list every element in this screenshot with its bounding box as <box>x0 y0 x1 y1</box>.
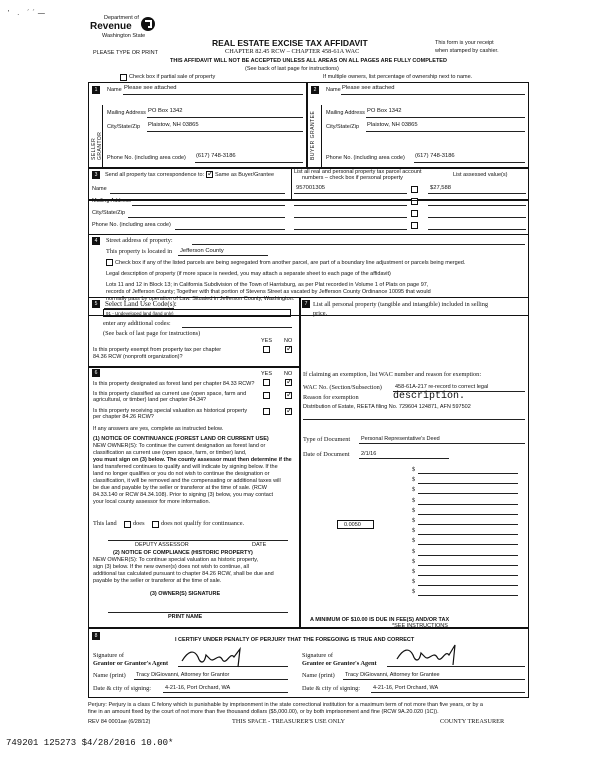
dollar-sign-icon: $ <box>412 476 416 484</box>
land-use-value: 91 - Undeveloped land (land only) <box>106 311 174 316</box>
grantor-agent-label: Grantor or Grantor's Agent <box>93 660 169 667</box>
send-correspondence-label: Send all property tax correspondence to: <box>105 172 205 178</box>
doc-date-label: Date of Document <box>303 451 350 458</box>
please-type: PLEASE TYPE OR PRINT <box>93 50 159 56</box>
dollar-sign-icon: $ <box>412 496 416 504</box>
buyer-city[interactable]: Plaistow, NH 03865 <box>367 122 418 128</box>
historic-p3: additional tax calculated pursuant to chapter 84.26 RCW, shall be due and <box>93 571 274 577</box>
minimum-due-note: A MINIMUM OF $10.00 IS DUE IN FEE(S) AND/OR TAX <box>310 617 450 623</box>
personal-prop-label-1: List all personal property (tangible and intangible) included in selling <box>313 301 489 308</box>
same-as-buyer-checkbox[interactable] <box>206 171 213 178</box>
grantee-signature[interactable] <box>395 643 475 667</box>
continuance-p9: your local county assessor for more information. <box>93 499 211 505</box>
does-label: does <box>133 520 145 527</box>
doc-type-label: Type of Document <box>303 436 351 443</box>
grantee-name-label: Name (print) <box>302 672 335 679</box>
located-label: This property is located in <box>106 248 173 255</box>
doc-type-value[interactable]: Personal Representative's Deed <box>361 436 440 442</box>
section5-no: NO <box>284 338 293 344</box>
land-use-label: Select Land Use Code(s): <box>105 300 177 308</box>
grantee-agent-label: Grantee or Grantee's Agent <box>302 660 377 667</box>
phone-label-3: Phone No. (including area code) <box>92 222 171 228</box>
section-8-number: 8 <box>92 632 100 640</box>
does-not-checkbox[interactable] <box>152 521 159 528</box>
certify-statement: I CERTIFY UNDER PENALTY OF PERJURY THAT THE FOREGOING IS TRUE AND CORRECT <box>175 637 415 643</box>
partial-sale-checkbox[interactable] <box>120 74 127 81</box>
historic-yes-checkbox[interactable] <box>263 408 270 415</box>
seller-side-label: SELLER GRANTOR <box>91 131 103 160</box>
city-label-3: City/State/Zip <box>92 210 126 216</box>
local-rate-value: 0.0050 <box>344 522 361 528</box>
continuance-p1: NEW OWNER(S): To continue the current designation as forest land or <box>93 443 266 449</box>
exempt-question-2: 84.36 RCW (nonprofit organization)? <box>93 354 183 360</box>
revenue-logo <box>90 15 160 45</box>
grantor-sig-label: Signature of <box>93 652 124 659</box>
grantee-date-city[interactable]: 4-21-16, Port Orchard, WA <box>373 685 439 691</box>
section-1-number: 1 <box>92 86 100 94</box>
grantor-date-city[interactable]: 4-21-16, Port Orchard, WA <box>165 685 231 691</box>
does-checkbox[interactable] <box>124 521 131 528</box>
personal-prop-label-2: price. <box>313 310 328 317</box>
historic-question-1: Is this property receiving special valuation as historical property <box>93 408 248 414</box>
historic-p2: sign (3) below. If the new owner(s) does not wish to continue, all <box>93 564 249 570</box>
section6-no: NO <box>284 371 293 377</box>
personal-prop-checkbox-3[interactable] <box>411 210 418 217</box>
historic-p4: payable by the seller or transferor at the time of sale. <box>93 578 222 584</box>
local-rate-field[interactable] <box>337 520 374 529</box>
legal-text-2: records of Jefferson County; Together with that portion of Stevens Street as vacated by Jefferson County Ordinance 10095 that would <box>106 289 431 295</box>
receipt-note-2: when stamped by cashier. <box>435 48 499 54</box>
grantor-name-print[interactable]: Tracy DiGiovanni, Attorney for Grantor <box>136 672 230 678</box>
print-name-label: PRINT NAME <box>168 614 203 620</box>
grantor-name-label: Name (print) <box>93 672 126 679</box>
wac-value[interactable]: 458-61A-217 re-record to correct legal <box>395 384 489 390</box>
seller-city[interactable]: Plaistow, NH 03865 <box>148 122 199 128</box>
land-use-select[interactable] <box>103 309 291 317</box>
continuance-p8: 84.33.140 or RCW 84.34.108). Prior to signing (3) below, you may contact <box>93 492 274 498</box>
historic-p1: NEW OWNER(S): To continue special valuation as historic property, <box>93 557 259 563</box>
section5-yes: YES <box>261 338 273 344</box>
seller-name[interactable]: Please see attached <box>124 85 177 91</box>
personal-prop-checkbox-4[interactable] <box>411 222 418 229</box>
wa-logo-icon <box>140 16 156 32</box>
dollar-sign-icon: $ <box>412 506 416 514</box>
legal-text-1: Lots 11 and 12 in Block 13; in California Subdivision of the Town of Harrisburg, as per Plat recorded in Volume 1 of Plats on page 97, <box>106 282 429 288</box>
dollar-sign-icon: $ <box>412 547 416 555</box>
reason-label: Reason for exemption <box>303 394 359 401</box>
legal-text-3: normally pass by operation of Law. Situated in Jefferson County, Washington. <box>106 296 295 302</box>
logo-state: Washington State <box>102 33 146 39</box>
owner-signature-label: (3) OWNER(S) SIGNATURE <box>150 591 221 597</box>
continuance-p6: classification, it will be removed and the compensating or additional taxes will <box>93 478 281 484</box>
assessed-header: List assessed value(s) <box>453 172 508 178</box>
grantee-sig-label: Signature of <box>302 652 333 659</box>
deputy-assessor-label: DEPUTY ASSESSOR <box>135 542 189 548</box>
same-as-buyer-label: Same as Buyer/Grantee <box>215 172 275 178</box>
exempt-no-checkbox[interactable] <box>285 346 292 353</box>
legal-description-label: Legal description of property (if more space is needed, you may attach a separate sheet to each page of the affidavit) <box>106 271 391 277</box>
seller-mail[interactable]: PO Box 1342 <box>148 108 183 114</box>
receipt-note-1: This form is your receipt <box>435 40 494 46</box>
continuance-title: (1) NOTICE OF CONTINUANCE (FOREST LAND OR CURRENT USE) <box>93 436 269 442</box>
seller-phone-label: Phone No. (including area code) <box>107 155 186 161</box>
partial-sale-label: Check box if partial sale of property <box>129 74 216 80</box>
forest-question: Is this property designated as forest land per chapter 84.33 RCW? <box>93 381 255 387</box>
assessed-value-1[interactable]: $27,588 <box>430 185 451 191</box>
grantor-signature[interactable] <box>180 645 260 669</box>
multiple-owners-note: If multiple owners, list percentage of ownership next to name. <box>323 74 473 80</box>
buyer-city-label: City/State/Zip <box>326 124 360 130</box>
see-back-note: (See back of last page for instructions) <box>245 66 339 72</box>
dollar-sign-icon: $ <box>412 527 416 535</box>
dollar-sign-icon: $ <box>412 517 416 524</box>
continuance-p2: classification as current use (open space, farm, or timber) land, <box>93 450 247 456</box>
buyer-mail[interactable]: PO Box 1342 <box>367 108 402 114</box>
section-4-number: 4 <box>92 237 100 245</box>
dollar-sign-icon: $ <box>412 568 416 575</box>
section-5-number: 5 <box>92 300 100 308</box>
continuance-p3: you must sign on (3) below. The county assessor must then determine if the <box>93 457 292 463</box>
dollar-sign-icon: $ <box>412 578 416 586</box>
section-3-number: 3 <box>92 171 100 179</box>
dollar-sign-icon: $ <box>412 486 416 494</box>
dollar-sign-icon: $ <box>412 588 416 596</box>
wac-label: WAC No. (Section/Subsection) <box>303 384 382 391</box>
form-chapter: CHAPTER 82.45 RCW – CHAPTER 458-61A WAC <box>225 48 360 55</box>
continuance-p4: land transferred continues to qualify and will indicate by signing below. If the <box>93 464 278 470</box>
does-not-label: does not qualify for continuance. <box>161 520 245 527</box>
historic-question-2: per chapter 84.26 RCW? <box>93 414 154 420</box>
section-7-number: 7 <box>302 300 310 308</box>
current-use-question-1: Is this property classified as current use (open space, farm and <box>93 391 247 397</box>
buyer-mail-label: Mailing Address <box>326 110 365 116</box>
exempt-question-1: Is this property exempt from property tax per chapter <box>93 347 222 353</box>
grantee-name-print[interactable]: Tracy DiGiovanni, Attorney for Grantee <box>345 672 440 678</box>
continuance-p5: land no longer qualifies or you do not wish to continue the designation or <box>93 471 270 477</box>
forest-yes-checkbox[interactable] <box>263 379 270 386</box>
perjury-line-2: fine in an amount fixed by the court of not more than five thousand dollars ($5,000.00), or by both imprisonment and fine (RCW 9A.20.020 (1C)). <box>88 709 439 715</box>
historic-title: (2) NOTICE OF COMPLIANCE (HISTORIC PROPERTY) <box>113 550 253 556</box>
grantor-date-label: Date & city of signing: <box>93 685 152 692</box>
current-use-no-checkbox[interactable] <box>285 392 292 399</box>
buyer-name-label: Name <box>326 87 341 93</box>
buyer-name[interactable]: Please see attached <box>342 85 395 91</box>
corner-marks: ' . ´´— <box>8 10 48 17</box>
dollar-sign-icon: $ <box>412 537 416 545</box>
buyer-side-label: BUYER GRANTEE <box>310 110 316 160</box>
dollar-sign-icon: $ <box>412 466 416 473</box>
county[interactable]: Jefferson County <box>180 248 224 254</box>
parcel-header-1: List all real and personal property tax parcel account <box>294 169 422 175</box>
historic-no-checkbox[interactable] <box>285 408 292 415</box>
claim-exemption-label: If claiming an exemption, list WAC number and reason for exemption: <box>303 371 482 378</box>
section5-see-back: (See back of last page for instructions) <box>103 330 201 337</box>
treasurer-space-label: THIS SPACE - TREASURER'S USE ONLY <box>232 718 345 725</box>
section-2-number: 2 <box>311 86 319 94</box>
mail-label-3: Mailing Address <box>92 198 131 204</box>
current-use-question-2: agricultural, or timber) land per chapter 84.34? <box>93 397 207 403</box>
seller-name-label: Name <box>107 87 122 93</box>
form-notice: THIS AFFIDAVIT WILL NOT BE ACCEPTED UNLESS ALL AREAS ON ALL PAGES ARE FULLY COMPLETED <box>170 58 447 64</box>
form-title: REAL ESTATE EXCISE TAX AFFIDAVIT <box>212 38 368 48</box>
county-treasurer-label: COUNTY TREASURER <box>440 718 505 725</box>
parcel-header-2: numbers – check box if personal property <box>302 175 403 181</box>
this-land-label: This land <box>93 520 117 527</box>
dollar-sign-icon: $ <box>412 557 416 565</box>
buyer-phone-label: Phone No. (including area code) <box>326 155 405 161</box>
perjury-line-1: Perjury: Perjury is a class C felony which is punishable by imprisonment in the state correctional institution for a maximum term of not more than five years, or by a <box>88 702 483 708</box>
if-yes-instructions: If any answers are yes, complete as instructed below. <box>93 426 224 432</box>
treasurer-stamp: 749201 125273 $4/28/2016 10.00* <box>6 738 174 748</box>
parcel-number-1[interactable]: 957001305 <box>296 185 326 191</box>
section6-yes: YES <box>261 371 273 377</box>
seller-phone[interactable]: (617) 748-3186 <box>196 153 236 159</box>
section-6-number: 6 <box>92 369 100 377</box>
logo-dept: Department of <box>104 15 139 21</box>
segregated-label: Check box if any of the listed parcels are being segregated from another parcel, are part of a boundary line adjustment or parcels being merged. <box>115 260 466 266</box>
name-label-3: Name <box>92 186 107 192</box>
additional-codes-label: enter any additional codes: <box>103 320 171 327</box>
personal-prop-checkbox-1[interactable] <box>411 186 418 193</box>
grantee-date-label: Date & city of signing: <box>302 685 361 692</box>
exempt-yes-checkbox[interactable] <box>263 346 270 353</box>
current-use-yes-checkbox[interactable] <box>263 392 270 399</box>
forest-no-checkbox[interactable] <box>285 379 292 386</box>
continuance-p7: be due and payable by the seller or transferor at the time of sale. (RCW <box>93 485 267 491</box>
street-label: Street address of property: <box>106 237 173 244</box>
seller-mail-label: Mailing Address <box>107 110 146 116</box>
reason-detail[interactable]: Distribution of Estate, REETA filing No. 729604 124871, AFN 597502 <box>303 404 471 410</box>
logo-revenue: Revenue <box>90 21 132 32</box>
deputy-date-label: DATE <box>252 542 267 548</box>
revision-code: REV 84 0001ae (6/28/12) <box>88 719 151 725</box>
seller-city-label: City/State/Zip <box>107 124 141 130</box>
doc-date-value[interactable]: 2/1/16 <box>361 451 377 457</box>
buyer-phone[interactable]: (617) 748-3186 <box>415 153 455 159</box>
reason-value[interactable]: description. <box>393 391 466 402</box>
segregated-checkbox[interactable] <box>106 259 113 266</box>
see-instructions-note: *SEE INSTRUCTIONS <box>392 623 448 629</box>
